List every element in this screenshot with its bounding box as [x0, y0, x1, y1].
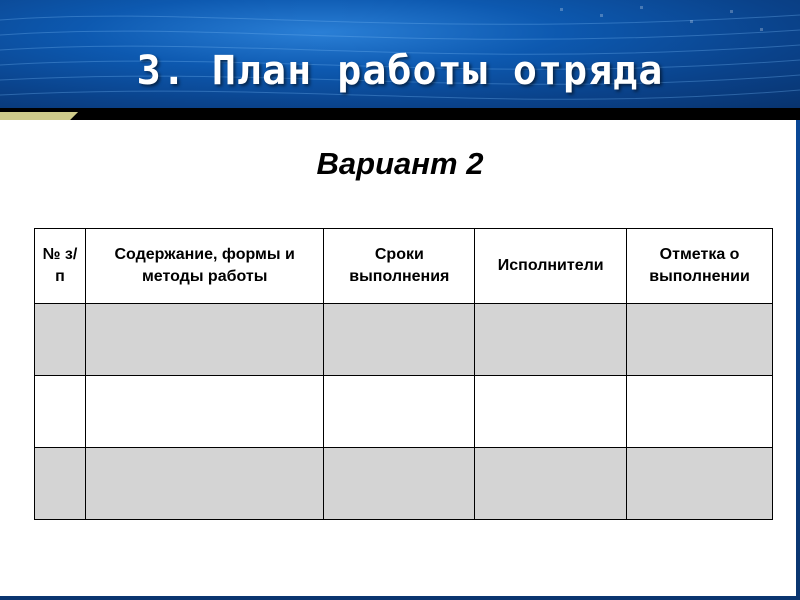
slide-title: 3. План работы отряда	[136, 48, 664, 94]
table-cell	[475, 376, 627, 448]
header-divider	[0, 108, 800, 120]
table-cell	[627, 304, 773, 376]
header-completion-mark: Отметка о выполнении	[627, 229, 773, 304]
table-cell	[324, 448, 475, 520]
header-deadline: Сроки выполнения	[324, 229, 475, 304]
table-cell	[475, 304, 627, 376]
header-number: № з/п	[35, 229, 86, 304]
work-plan-table	[34, 228, 773, 520]
table-cell	[324, 376, 475, 448]
table-header-row	[35, 229, 773, 304]
header-content: Содержание, формы и методы работы	[85, 229, 324, 304]
table-cell	[324, 304, 475, 376]
table-cell	[85, 448, 324, 520]
table-row	[35, 304, 773, 376]
table-row	[35, 448, 773, 520]
table-cell	[35, 376, 86, 448]
table-cell	[35, 304, 86, 376]
header-executors: Исполнители	[475, 229, 627, 304]
table-cell	[85, 304, 324, 376]
table-row	[35, 376, 773, 448]
slide-header	[0, 0, 800, 108]
table-cell	[475, 448, 627, 520]
table-cell	[85, 376, 324, 448]
table-cell	[35, 448, 86, 520]
slide-subtitle: Вариант 2	[316, 146, 484, 181]
table-cell	[627, 448, 773, 520]
table-cell	[627, 376, 773, 448]
